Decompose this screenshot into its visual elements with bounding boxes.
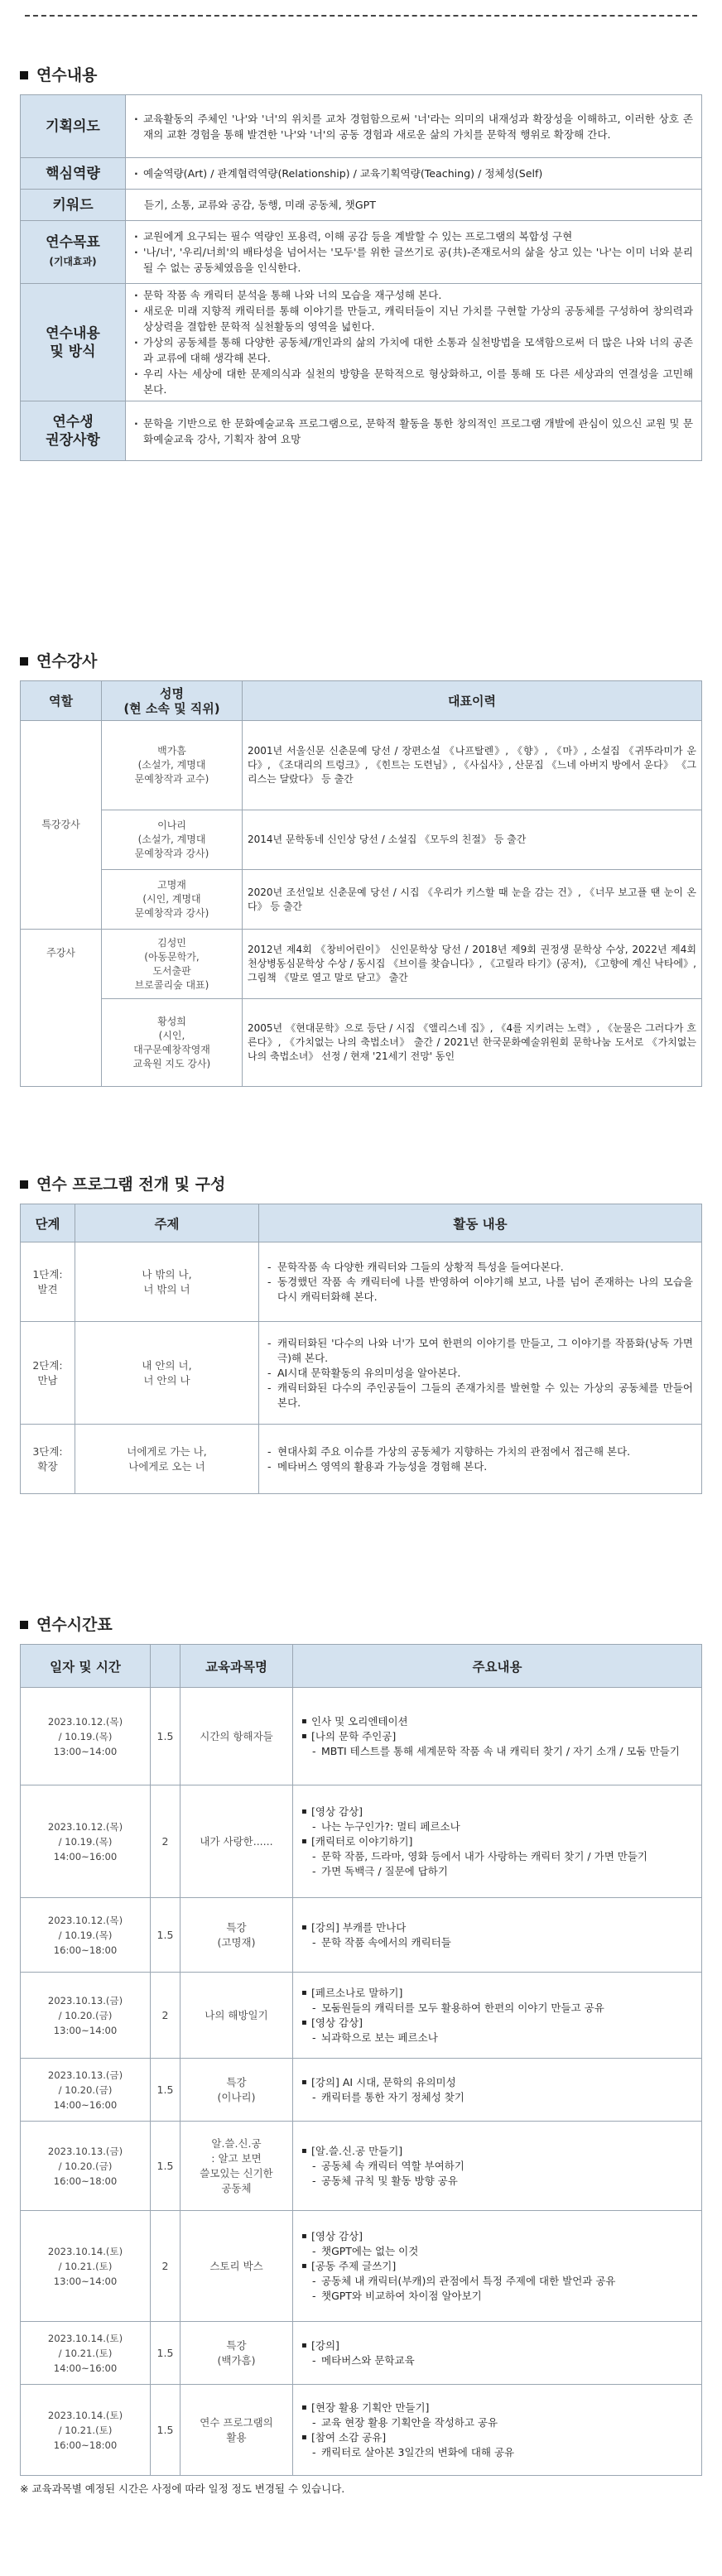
bullet-item: · 예술역량(Art) / 관계협력역량(Relationship) / 교육기획역량(Teaching) / 정체성(Self) xyxy=(132,166,693,181)
course-cell xyxy=(180,2059,293,2122)
content-list xyxy=(300,2401,693,2460)
name-line: 이나리 xyxy=(157,819,186,831)
content-item xyxy=(300,1729,693,1759)
content-row xyxy=(21,158,702,190)
date-cell xyxy=(21,2211,151,2322)
instructor-row xyxy=(21,810,702,870)
section-course-content xyxy=(20,65,702,461)
content-item xyxy=(300,2229,693,2259)
header-topic: 주제 xyxy=(75,1204,259,1242)
program-row xyxy=(21,1322,702,1425)
square-bullet-icon xyxy=(20,71,28,79)
row-label-sub: (기대효과) xyxy=(49,256,97,267)
date-line: / 10.21.(토) xyxy=(58,2260,113,2272)
activity-cell xyxy=(259,1242,702,1322)
instructors-table xyxy=(20,680,702,1087)
content-sublist xyxy=(311,1935,693,1950)
hours-cell: 1.5 xyxy=(151,2122,180,2211)
row-label-text: 연수생 xyxy=(52,413,94,430)
bullet-item: · 문학 작품 속 캐릭터 분석을 통해 나와 너의 모습을 재구성해 본다. xyxy=(132,287,693,303)
course-cell xyxy=(180,1898,293,1973)
activity-cell xyxy=(259,1425,702,1494)
section-title: 연수내용 xyxy=(20,65,702,86)
content-subitem: - 문학 작품 속에서의 캐릭터들 xyxy=(311,1935,693,1950)
course-line: 쓸모있는 신기한 xyxy=(200,2166,273,2180)
instructor-name xyxy=(102,930,243,999)
content-list xyxy=(300,1986,693,2045)
topic-line: 나 밖의 나, xyxy=(142,1267,192,1281)
square-bullet-icon xyxy=(20,1180,28,1189)
row-label-text: 기획의도 xyxy=(46,118,100,135)
content-row xyxy=(21,95,702,158)
instructor-career: 2012년 제4회 《창비어린이》 신인문학상 당선 / 2018년 제9회 권정생 문학상 수상, 2022년 제4회 천상병동심문학상 수상 / 동시집 《브이를 찾습니다》, 《고릴라 타기》(공저), 《고향에 계신 낙타에》, 그림책 《말로 열고 말로 닫고》 출간 xyxy=(243,930,702,999)
content-list xyxy=(300,2144,693,2189)
content-list xyxy=(300,2338,693,2368)
row-label xyxy=(21,221,126,284)
content-subitem: - MBTI 테스트를 통해 세계문학 작품 속 내 캐릭터 찾기 / 자기 소개 / 모둠 만들기 xyxy=(311,1744,693,1759)
stage-line: 발견 xyxy=(37,1282,58,1295)
content-item-text: [참여 소감 공유] xyxy=(311,2430,387,2444)
content-list xyxy=(300,1714,693,1759)
course-cell xyxy=(180,1785,293,1898)
section-timetable xyxy=(20,1614,702,2496)
date-line: 2023.10.14.(토) xyxy=(47,2332,123,2344)
content-sublist xyxy=(311,1744,693,1759)
date-line: 2023.10.13.(금) xyxy=(47,2145,123,2157)
date-line: 13:00~14:00 xyxy=(53,2275,118,2287)
name-line: 백가흠 xyxy=(157,745,186,757)
timetable-row xyxy=(21,2059,702,2122)
activity-list xyxy=(266,1444,693,1474)
content-sublist xyxy=(311,2031,693,2045)
content-item-text: [공동 주제 글쓰기] xyxy=(311,2259,397,2272)
content-sublist xyxy=(311,2353,693,2368)
role-cell: 특강강사 xyxy=(21,721,102,930)
name-line: 브로콜리숲 대표) xyxy=(134,978,209,991)
section-title: 연수시간표 xyxy=(20,1614,702,1636)
date-cell xyxy=(21,1898,151,1973)
content-subitem: - 뇌과학으로 보는 페르소나 xyxy=(311,2031,693,2045)
topic-cell xyxy=(75,1242,259,1322)
timetable-row xyxy=(21,1973,702,2059)
role-cell: 주강사 xyxy=(21,930,102,1087)
instructor-name xyxy=(102,810,243,870)
header-name: 성명 (현 소속 및 직위) xyxy=(102,681,243,721)
name-line: (시인, xyxy=(158,1029,185,1041)
name-line: (시인, 계명대 xyxy=(142,893,201,905)
content-list xyxy=(300,1920,693,1950)
content-subitem: - 나는 누구인가?: 멀티 페르소나 xyxy=(311,1819,693,1834)
hours-cell: 1.5 xyxy=(151,2059,180,2122)
content-item xyxy=(300,1805,693,1834)
activity-item: - 문학작품 속 다양한 캐릭터와 그들의 상황적 특성을 들여다본다. xyxy=(266,1260,693,1275)
course-line: 활용 xyxy=(226,2430,247,2444)
date-line: / 10.20.(금) xyxy=(58,2083,113,2096)
row-content xyxy=(126,95,702,158)
course-line: 특강 xyxy=(226,2338,247,2352)
stage-line: 2단계: xyxy=(32,1358,63,1372)
stage-line: 확장 xyxy=(37,1459,58,1473)
content-cell xyxy=(293,1973,702,2059)
activity-item: - 현대사회 주요 이슈를 가상의 공동체가 지향하는 가치의 관점에서 접근해 본다. xyxy=(266,1444,693,1459)
topic-line: 너에게로 가는 나, xyxy=(127,1444,207,1458)
content-row xyxy=(21,190,702,221)
content-item-text: [나의 문학 주인공] xyxy=(311,1729,397,1742)
content-row xyxy=(21,401,702,461)
activity-list xyxy=(266,1336,693,1411)
content-sublist xyxy=(311,2415,693,2430)
timetable-table xyxy=(20,1644,702,2476)
instructor-name xyxy=(102,721,243,810)
date-cell xyxy=(21,2322,151,2385)
bullet-item: · 새로운 미래 지향적 캐릭터를 통해 이야기를 만들고, 캐릭터들이 지닌 가치를 구현할 가상의 공동체를 구성하여 창의력과 상상력을 결합한 문학적 실천활동의 영역을 넓힌다. xyxy=(132,303,693,334)
bullet-item: · 우리 사는 세상에 대한 문제의식과 실천의 방향을 문학적으로 형상화하고, 이를 통해 또 다른 세상과의 연결성을 고민해 본다. xyxy=(132,366,693,397)
content-subitem: - 문학 작품, 드라마, 영화 등에서 내가 사랑하는 캐릭터 찾기 / 가면 만들기 xyxy=(311,1849,693,1864)
date-line: 2023.10.12.(목) xyxy=(47,1914,123,1926)
content-subitem: - 가면 독백극 / 질문에 답하기 xyxy=(311,1864,693,1879)
date-line: / 10.19.(목) xyxy=(58,1835,113,1848)
hours-cell: 1.5 xyxy=(151,2322,180,2385)
activity-item: - 캐릭터화된 '다수의 나와 너'가 모여 한편의 이야기를 만들고, 그 이야기를 작품화(낭독 가면극)해 본다. xyxy=(266,1336,693,1366)
date-line: 13:00~14:00 xyxy=(53,2024,118,2036)
content-item-text: [캐릭터로 이야기하기] xyxy=(311,1834,413,1848)
content-sublist xyxy=(311,2001,693,2016)
date-line: 13:00~14:00 xyxy=(53,1745,118,1757)
content-cell xyxy=(293,2122,702,2211)
content-item-text: [강의] AI 시대, 문학의 유의미성 xyxy=(311,2075,456,2088)
instructor-career: 2020년 조선일보 신춘문예 당선 / 시집 《우리가 키스할 때 눈을 감는 건》, 《너무 보고플 땐 눈이 온다》 등 출간 xyxy=(243,870,702,930)
content-cell xyxy=(293,2211,702,2322)
content-item xyxy=(300,2075,693,2105)
row-label-text: 및 방식 xyxy=(50,343,96,360)
timetable-row xyxy=(21,1898,702,1973)
date-cell xyxy=(21,1973,151,2059)
topic-cell xyxy=(75,1425,259,1494)
date-line: 14:00~16:00 xyxy=(53,2098,118,2111)
instructor-row xyxy=(21,870,702,930)
course-line: (백가흠) xyxy=(217,2353,256,2367)
content-subitem: - 메타버스와 문학교육 xyxy=(311,2353,693,2368)
date-cell xyxy=(21,2385,151,2476)
date-line: 2023.10.13.(금) xyxy=(47,2069,123,2081)
topic-line: 너 안의 나 xyxy=(143,1373,190,1387)
hours-cell: 1.5 xyxy=(151,1898,180,1973)
square-bullet-icon xyxy=(20,1621,28,1629)
date-line: 16:00~18:00 xyxy=(53,1944,118,1956)
program-row xyxy=(21,1425,702,1494)
timetable-row xyxy=(21,1688,702,1785)
program-table xyxy=(20,1204,702,1494)
activity-item: - 캐릭터화된 다수의 주인공들이 그들의 존재가치를 발현할 수 있는 가상의 공동체를 만들어 본다. xyxy=(266,1381,693,1411)
timetable-row xyxy=(21,2122,702,2211)
content-item-text: [영상 감상] xyxy=(311,2229,363,2242)
bullet-item: · 교원에게 요구되는 필수 역량인 포용력, 이해 공감 등을 계발할 수 있는 프로그램의 복합성 구현 xyxy=(132,228,693,244)
name-line: (아동문학가, xyxy=(144,950,200,963)
stage-line: 1단계: xyxy=(32,1267,63,1281)
content-sublist xyxy=(311,1849,693,1879)
row-label-text: 권장사항 xyxy=(46,431,100,449)
topic-line: 내 안의 너, xyxy=(142,1358,192,1372)
content-cell xyxy=(293,1898,702,1973)
stage-cell xyxy=(21,1242,75,1322)
course-cell xyxy=(180,2385,293,2476)
content-subitem: - 캐릭터를 통한 자기 정체성 찾기 xyxy=(311,2090,693,2105)
content-subitem: - 공동체 속 캐릭터 역할 부여하기 xyxy=(311,2159,693,2174)
date-line: 2023.10.14.(토) xyxy=(47,2245,123,2257)
header-stage: 단계 xyxy=(21,1204,75,1242)
date-line: / 10.19.(목) xyxy=(58,1730,113,1742)
course-line: 특강 xyxy=(226,1920,247,1934)
content-item xyxy=(300,1714,693,1729)
content-item-text: [알.쓸.신.공 만들기] xyxy=(311,2144,403,2157)
course-line: 스토리 박스 xyxy=(209,2259,263,2272)
course-line: (고명재) xyxy=(217,1935,256,1949)
bullet-list xyxy=(132,111,693,142)
content-cell xyxy=(293,2322,702,2385)
content-item xyxy=(300,2401,693,2430)
bullet-list xyxy=(132,287,693,397)
course-cell xyxy=(180,2322,293,2385)
content-subitem: - 공동체 규칙 및 활동 방향 공유 xyxy=(311,2174,693,2189)
stage-line: 3단계: xyxy=(32,1444,63,1458)
course-line: (이나리) xyxy=(217,2090,256,2103)
row-label xyxy=(21,95,126,158)
name-line: 교육원 지도 강사) xyxy=(132,1057,211,1069)
date-line: / 10.21.(토) xyxy=(58,2424,113,2436)
content-item-text: [현장 활용 기획안 만들기] xyxy=(311,2401,430,2414)
content-item-text: [영상 감상] xyxy=(311,1805,363,1818)
content-item xyxy=(300,2259,693,2304)
square-bullet-icon xyxy=(20,657,28,666)
top-dashed-divider xyxy=(25,15,697,17)
row-label-text: 연수목표 xyxy=(46,234,100,251)
section-title: 연수 프로그램 전개 및 구성 xyxy=(20,1174,702,1195)
content-item xyxy=(300,1986,693,2016)
activity-cell xyxy=(259,1322,702,1425)
date-line: 2023.10.13.(금) xyxy=(47,1994,123,2006)
date-cell xyxy=(21,2122,151,2211)
bullet-list xyxy=(132,416,693,447)
hours-cell: 2 xyxy=(151,1973,180,2059)
row-label xyxy=(21,401,126,461)
course-cell xyxy=(180,1688,293,1785)
date-line: 2023.10.14.(토) xyxy=(47,2409,123,2421)
name-line: 고명재 xyxy=(157,879,186,891)
row-label xyxy=(21,284,126,401)
content-cell xyxy=(293,1688,702,1785)
program-row xyxy=(21,1242,702,1322)
course-line: : 알고 보면 xyxy=(211,2151,262,2165)
date-line: / 10.20.(금) xyxy=(58,2009,113,2021)
content-item-text: 인사 및 오리엔테이션 xyxy=(311,1714,408,1728)
instructor-career: 2005년 《현대문학》으로 등단 / 시집 《앨리스네 집》, 《4를 지키려는 노력》, 《눈물은 그러다가 흐른다》, 《가치없는 나의 축법소녀》 출간 / 2021년 한국문화예술위원회 문학나눔 도서로 《가치없는 나의 축법소녀》 선정 / 현재 '21세기 전망' 동인 xyxy=(243,999,702,1087)
content-item xyxy=(300,1834,693,1879)
header-activity: 활동 내용 xyxy=(259,1204,702,1242)
row-content xyxy=(126,401,702,461)
name-line: 대구문예창작영재 xyxy=(133,1043,210,1055)
content-sublist xyxy=(311,1819,693,1834)
name-line: 도서출판 xyxy=(152,964,191,977)
content-row xyxy=(21,284,702,401)
header-role: 역할 xyxy=(21,681,102,721)
content-list xyxy=(300,2229,693,2304)
timetable-row xyxy=(21,1785,702,1898)
content-list xyxy=(300,2075,693,2105)
date-line: 16:00~18:00 xyxy=(53,2175,118,2187)
course-cell xyxy=(180,2122,293,2211)
date-line: 14:00~16:00 xyxy=(53,2362,118,2374)
course-content-table xyxy=(20,94,702,461)
timetable-row xyxy=(21,2211,702,2322)
course-line: 내가 사랑한...... xyxy=(200,1834,273,1848)
date-line: 2023.10.12.(목) xyxy=(47,1820,123,1833)
content-subitem: - 교육 현장 활용 기획안을 작성하고 공유 xyxy=(311,2415,693,2430)
header-course: 교육과목명 xyxy=(180,1645,293,1688)
content-item xyxy=(300,2016,693,2045)
topic-line: 나에게로 오는 너 xyxy=(128,1459,205,1473)
timetable-note: ※ 교육과목별 예정된 시간은 사정에 따라 일정 정도 변경될 수 있습니다. xyxy=(20,2482,345,2495)
row-label xyxy=(21,190,126,221)
date-cell xyxy=(21,1785,151,1898)
content-item xyxy=(300,2430,693,2460)
stage-cell xyxy=(21,1322,75,1425)
keywords-text: 듣기, 소통, 교류와 공감, 동행, 미래 공동체, 챗GPT xyxy=(144,199,376,211)
row-label-text: 키워드 xyxy=(52,196,94,214)
content-cell xyxy=(293,1785,702,1898)
activity-item: - AI시대 문학활동의 유의미성을 알아본다. xyxy=(266,1366,693,1381)
content-sublist xyxy=(311,2274,693,2304)
name-line: 황성희 xyxy=(157,1015,186,1027)
content-sublist xyxy=(311,2445,693,2460)
date-line: 16:00~18:00 xyxy=(53,2439,118,2451)
instructor-name xyxy=(102,999,243,1087)
content-item xyxy=(300,2144,693,2189)
bullet-item: · 교육활동의 주체인 '나'와 '너'의 위치를 교차 경험함으로써 '너'라는 의미의 내재성과 확장성을 이해하고, 이러한 상호 존재의 교환 경험을 통해 발견한 '나'와 '너'의 공동 경험과 새로운 삶의 가치를 문학적 행위로 확장해 간다. xyxy=(132,111,693,142)
content-item-text: [페르소나로 말하기] xyxy=(311,1986,403,1999)
hours-cell: 2 xyxy=(151,1785,180,1898)
course-line: 시간의 항해자들 xyxy=(200,1729,273,1742)
header-content: 주요내용 xyxy=(293,1645,702,1688)
course-cell xyxy=(180,2211,293,2322)
content-subitem: - 공동체 내 캐릭터(부캐)의 관점에서 특정 주제에 대한 발언과 공유 xyxy=(311,2274,693,2289)
content-sublist xyxy=(311,2090,693,2105)
header-hours xyxy=(151,1645,180,1688)
name-line: (소설가, 계명대 xyxy=(137,834,206,845)
content-sublist xyxy=(311,2159,693,2189)
content-item-text: [영상 감상] xyxy=(311,2016,363,2029)
topic-line: 너 밖의 너 xyxy=(143,1282,190,1295)
date-cell xyxy=(21,2059,151,2122)
name-line: 문예창작과 강사) xyxy=(134,848,209,859)
instructor-career: 2001년 서울신문 신춘문예 당선 / 장편소설 《나프탈렌》, 《향》, 《마》, 소설집 《귀뚜라미가 운다》, 《조대리의 트렁크》, 《힌트는 도련님》, 《사십사》, 산문집 《느네 아버지 방에서 운다》 《그리스는 달랐다》 등 출간 xyxy=(243,721,702,810)
content-cell xyxy=(293,2385,702,2476)
bullet-item: · '나/너', '우리/너희'의 배타성을 넘어서는 '모두'를 위한 글쓰기로 공(共)-존재로서의 삶을 상고 있는 '나'는 이미 너와 분리될 수 없는 공동체였음을 인식한다. xyxy=(132,244,693,276)
topic-cell xyxy=(75,1322,259,1425)
date-line: / 10.21.(토) xyxy=(58,2347,113,2359)
content-subitem: - 챗GPT에는 없는 이것 xyxy=(311,2244,693,2259)
timetable-row xyxy=(21,2322,702,2385)
name-line: 문예창작과 교수) xyxy=(134,773,209,785)
name-line: 김성민 xyxy=(157,936,186,949)
content-subitem: - 캐릭터로 살아본 3일간의 변화에 대해 공유 xyxy=(311,2445,693,2460)
content-item xyxy=(300,2338,693,2368)
content-subitem: - 챗GPT와 비교하여 차이점 알아보기 xyxy=(311,2289,693,2304)
content-list xyxy=(300,1805,693,1879)
content-item-text: [강의] 부캐를 만나다 xyxy=(311,1920,407,1934)
row-content xyxy=(126,190,702,221)
instructor-career: 2014년 문학동네 신인상 당선 / 소설집 《모두의 친절》 등 출간 xyxy=(243,810,702,870)
row-label-text: 핵심역량 xyxy=(46,165,100,182)
instructor-name xyxy=(102,870,243,930)
row-label xyxy=(21,158,126,190)
section-title: 연수강사 xyxy=(20,651,702,672)
date-line: / 10.19.(목) xyxy=(58,1929,113,1941)
date-line: / 10.20.(금) xyxy=(58,2160,113,2172)
content-item xyxy=(300,1920,693,1950)
section-instructors xyxy=(20,651,702,1087)
header-datetime: 일자 및 시간 xyxy=(21,1645,151,1688)
instructor-row xyxy=(21,930,702,999)
bullet-list xyxy=(132,228,693,276)
date-cell xyxy=(21,1688,151,1785)
row-content xyxy=(126,221,702,284)
date-line: 2023.10.12.(목) xyxy=(47,1715,123,1728)
course-line: 특강 xyxy=(226,2075,247,2088)
row-content xyxy=(126,284,702,401)
course-line: 공동체 xyxy=(221,2181,252,2194)
bullet-item: · 가상의 공동체를 통해 다양한 공동체/개인과의 삶의 가치에 대한 소통과 실천방법을 모색함으로써 더 많은 나와 너의 공존과 교류에 대해 생각해 본다. xyxy=(132,334,693,366)
row-label-text: 연수내용 xyxy=(46,324,100,342)
timetable-row xyxy=(21,2385,702,2476)
content-cell xyxy=(293,2059,702,2122)
hours-cell: 1.5 xyxy=(151,2385,180,2476)
instructor-row xyxy=(21,721,702,810)
course-line: 알.쓸.신.공 xyxy=(211,2136,262,2150)
header-career: 대표이력 xyxy=(243,681,702,721)
course-line: 연수 프로그램의 xyxy=(200,2415,273,2429)
activity-list xyxy=(266,1260,693,1305)
instructor-row xyxy=(21,999,702,1087)
bullet-item: · 문학을 기반으로 한 문화예술교육 프로그램으로, 문학적 활동을 통한 창의적인 프로그램 개발에 관심이 있으신 교원 및 문화예술교육 강사, 기획자 참여 요망 xyxy=(132,416,693,447)
hours-cell: 2 xyxy=(151,2211,180,2322)
content-row xyxy=(21,221,702,284)
stage-line: 만남 xyxy=(37,1373,58,1387)
course-line: 나의 해방일기 xyxy=(205,2008,268,2021)
course-cell xyxy=(180,1973,293,2059)
section-program xyxy=(20,1174,702,1494)
content-subitem: - 모둠원들의 캐릭터를 모두 활용하여 한편의 이야기 만들고 공유 xyxy=(311,2001,693,2016)
stage-cell xyxy=(21,1425,75,1494)
name-line: 문예창작과 강사) xyxy=(134,907,209,919)
hours-cell: 1.5 xyxy=(151,1688,180,1785)
name-line: (소설가, 계명대 xyxy=(137,759,206,771)
activity-item: - 메타버스 영역의 활용과 가능성을 경험해 본다. xyxy=(266,1459,693,1474)
bullet-list xyxy=(132,166,693,181)
content-sublist xyxy=(311,2244,693,2259)
content-item-text: [강의] xyxy=(311,2338,339,2352)
date-line: 14:00~16:00 xyxy=(53,1850,118,1862)
row-content xyxy=(126,158,702,190)
activity-item: - 동경했던 작품 속 캐릭터에 나를 반영하여 이야기해 보고, 나를 넘어 존재하는 나의 모습을 다시 캐릭터화해 본다. xyxy=(266,1275,693,1305)
